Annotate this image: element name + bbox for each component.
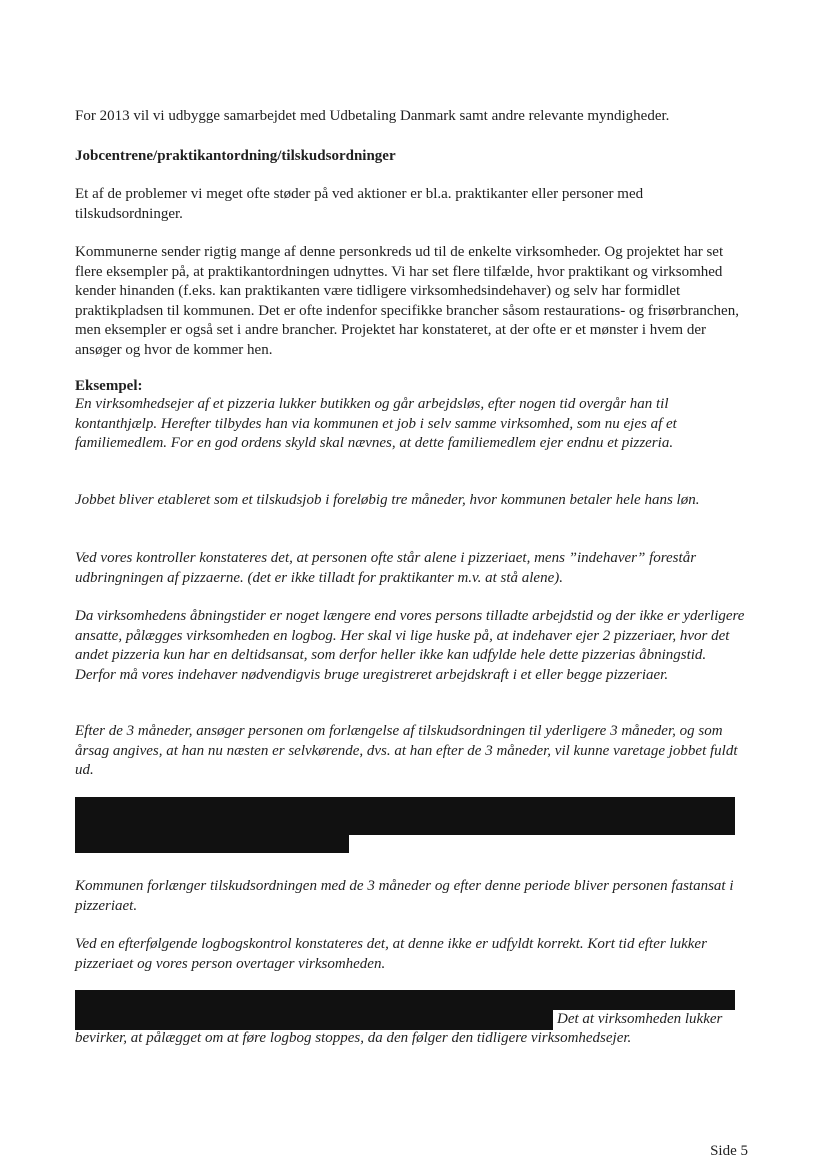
intro-paragraph: For 2013 vil vi udbygge samarbejdet med Udbetaling Danmark samt andre relevante myndigheder. bbox=[75, 108, 670, 124]
redaction-block bbox=[75, 990, 735, 1010]
section-heading: Jobcentrene/praktikantordning/tilskudsordninger bbox=[75, 148, 396, 164]
page-number: Side 5 bbox=[710, 1143, 748, 1159]
example-paragraph-4: Da virksomhedens åbningstider er noget længere end vores persons tilladte arbejdstid og der ikke er yderligere ansatte, pålægges virksomheden en logbog. Her skal vi lige huske på, at indehaver ejer 2 pizzeriaer, hvor det andet pizzeria kun har en deltidsansat, som derfor heller ikke kan udfylde hele dette pizzerias åbningstid. Derfor må vores indehaver nødvendigvis bruge uregistreret arbejdskraft i et eller begge pizzeriaer. bbox=[75, 608, 745, 683]
example-paragraph-5: Efter de 3 måneder, ansøger personen om forlængelse af tilskudsordningen til yderligere 3 måneder, og som årsag angives, at han nu næsten er selvkørende, dvs. at han efter de 3 måneder, vil kunne varetage jobbet fuldt ud. bbox=[75, 723, 738, 778]
redaction-block bbox=[75, 833, 349, 853]
example-paragraph-7: Ved en efterfølgende logbogskontrol konstateres det, at denne ikke er udfyldt korrekt. Kort tid efter lukker pizzeriaet og vores person overtager virksomheden. bbox=[75, 936, 707, 972]
paragraph-1: Et af de problemer vi meget ofte støder på ved aktioner er bl.a. praktikanter eller personer med tilskudsordninger. bbox=[75, 186, 644, 222]
example-paragraph-1: En virksomhedsejer af et pizzeria lukker butikken og går arbejdsløs, efter nogen tid overgår han til kontanthjælp. Herefter tilbydes han via kommunen et job i selv samme virksomhed, som nu ejes af et familiemedlem. For en god ordens skyld skal nævnes, at dette familiemedlem ejer endnu et pizzeria. bbox=[75, 396, 677, 451]
example-paragraph-8: bevirker, at pålægget om at føre logbog stoppes, da den følger den tidligere virksomhedsejer. bbox=[75, 1030, 632, 1046]
example-heading: Eksempel: bbox=[75, 378, 143, 394]
redaction-block bbox=[75, 797, 735, 835]
example-paragraph-3: Ved vores kontroller konstateres det, at personen ofte står alene i pizzeriaet, mens ”indehaver” forestår udbringningen af pizzaerne. (det er ikke tilladt for praktikanter m.v. at stå alene). bbox=[75, 550, 697, 586]
example-paragraph-8-tail: Det at virksomheden lukker bbox=[557, 1011, 723, 1027]
redaction-block bbox=[75, 1008, 553, 1030]
example-paragraph-6: Kommunen forlænger tilskudsordningen med de 3 måneder og efter denne periode bliver personen fastansat i pizzeriaet. bbox=[75, 878, 734, 914]
example-paragraph-2: Jobbet bliver etableret som et tilskudsjob i foreløbig tre måneder, hvor kommunen betaler hele hans løn. bbox=[75, 492, 700, 508]
paragraph-2: Kommunerne sender rigtig mange af denne personkreds ud til de enkelte virksomheder. Og projektet har set flere eksempler på, at praktikantordningen udnyttes. Vi har set flere tilfælde, hvor praktikant og virksomhed kender hinanden (f.eks. kan praktikanten være tidligere virksomhedsindehaver) og selv har formidlet praktikpladsen til kommunen. Det er ofte indenfor specifikke brancher såsom restaurations- og frisørbranchen, men eksempler er også set i andre brancher. Projektet har konstateret, at der ofte er et mønster i hvem der ansøger og hvor de kommer hen. bbox=[75, 244, 739, 358]
